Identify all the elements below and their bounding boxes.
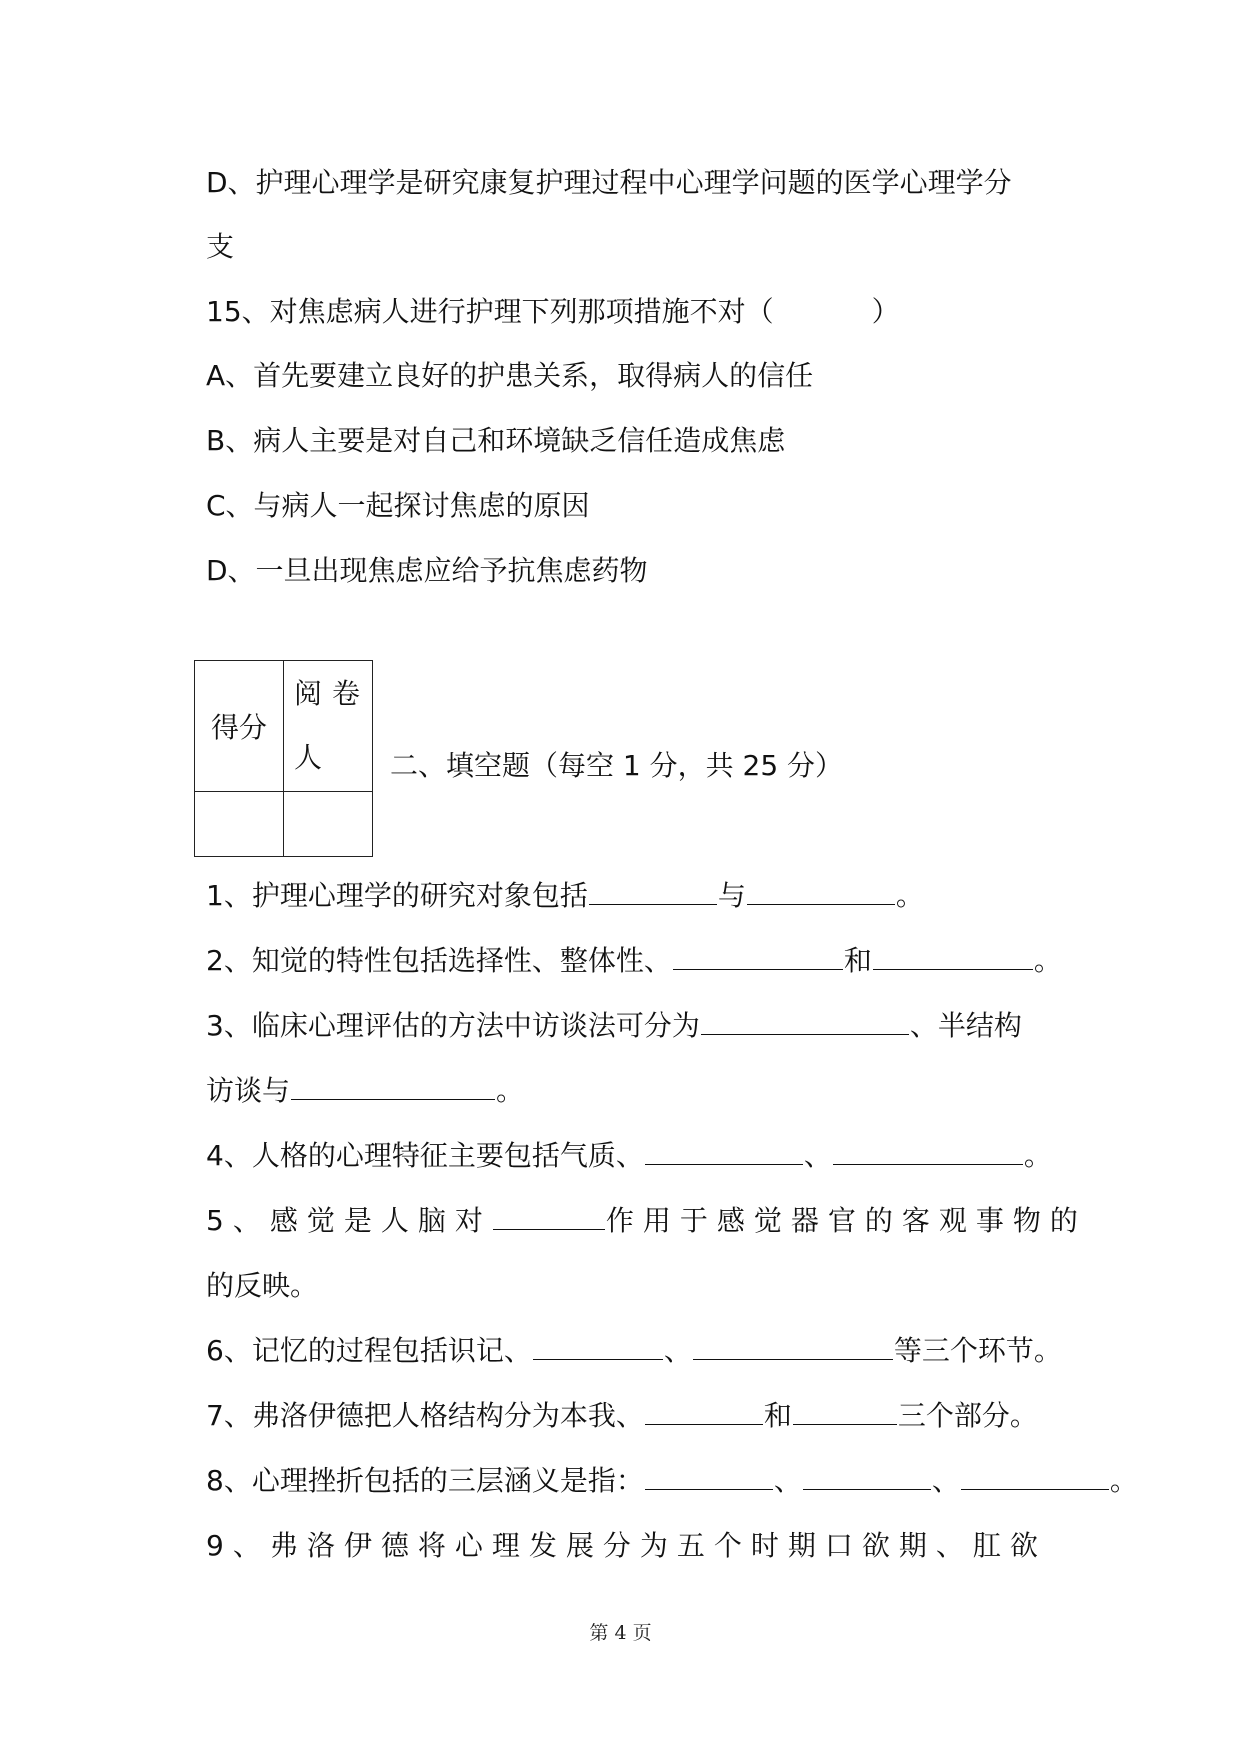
fill-q2-text-c: 。 — [1033, 944, 1062, 977]
fill-q4-text-a: 4、人格的心理特征主要包括气质、 — [206, 1139, 644, 1172]
fill-q1-text-b: 与 — [717, 879, 746, 912]
fill-q5-text-b: 作用于感觉器官的客观事物的 — [605, 1204, 1087, 1237]
fill-q8-blank-3 — [961, 1463, 1109, 1490]
fill-q8-text-b: 、 — [773, 1464, 802, 1497]
fill-q6-text-b: 、 — [663, 1334, 692, 1367]
fill-q1-text-a: 1、护理心理学的研究对象包括 — [206, 879, 588, 912]
section-2-title: 二、填空题（每空 1 分，共 25 分） — [390, 749, 844, 782]
fill-q7-text-b: 和 — [763, 1399, 792, 1432]
fill-q5-line2: 的反映。 — [206, 1269, 319, 1302]
fill-q6-text-c: 等三个环节。 — [893, 1334, 1062, 1367]
fill-q3-line1 — [206, 1008, 1022, 1044]
fill-q8 — [206, 1463, 1138, 1499]
fill-q8-blank-1 — [645, 1463, 773, 1490]
fill-q3-line2 — [206, 1073, 524, 1109]
fill-q4-text-c: 。 — [1023, 1139, 1052, 1172]
fill-q3-blank-1 — [701, 1008, 909, 1035]
fill-q7-blank-2 — [793, 1398, 897, 1425]
score-label-cell — [195, 661, 284, 792]
q15-option-d: D、一旦出现焦虑应给予抗焦虑药物 — [206, 554, 648, 587]
fill-q4-blank-2 — [833, 1138, 1023, 1165]
fill-q8-text-c: 、 — [931, 1464, 960, 1497]
fill-q3-text-d: 。 — [496, 1074, 525, 1107]
fill-q6 — [206, 1333, 1062, 1369]
fill-q7-text-a: 7、弗洛伊德把人格结构分为本我、 — [206, 1399, 644, 1432]
fill-q6-blank-2 — [693, 1333, 893, 1360]
fill-q1-blank-1 — [589, 878, 717, 905]
reviewer-label-line2: 人 — [294, 741, 333, 774]
fill-q9: 9、弗洛伊德将心理发展分为五个时期口欲期、肛欲 — [206, 1529, 1047, 1562]
score-table — [194, 660, 373, 857]
fill-q3-blank-2 — [291, 1073, 495, 1100]
reviewer-entry-cell — [284, 792, 373, 857]
fill-q2 — [206, 943, 1062, 979]
fill-q2-blank-1 — [673, 943, 843, 970]
fill-q7 — [206, 1398, 1038, 1434]
q15-option-c: C、与病人一起探讨焦虑的原因 — [206, 489, 590, 522]
page-number: 第 4 页 — [589, 1622, 652, 1644]
q15-stem-text: 15、对焦虑病人进行护理下列那项措施不对（ — [206, 295, 774, 328]
fill-q4-blank-1 — [645, 1138, 803, 1165]
fill-q2-text-a: 2、知觉的特性包括选择性、整体性、 — [206, 944, 672, 977]
fill-q2-blank-2 — [873, 943, 1033, 970]
fill-q1 — [206, 878, 924, 914]
fill-q4 — [206, 1138, 1052, 1174]
fill-q2-text-b: 和 — [843, 944, 872, 977]
fill-q8-text-d: 。 — [1109, 1464, 1138, 1497]
fill-q7-blank-1 — [645, 1398, 763, 1425]
fill-q1-text-c: 。 — [895, 879, 924, 912]
q15-stem — [206, 294, 900, 330]
fill-q5-blank-1 — [493, 1203, 605, 1230]
fill-q6-text-a: 6、记忆的过程包括识记、 — [206, 1334, 532, 1367]
fill-q5-line1 — [206, 1203, 1087, 1239]
q15-option-b: B、病人主要是对自己和环境缺乏信任造成焦虑 — [206, 424, 786, 457]
score-entry-cell — [195, 792, 284, 857]
score-label: 得分 — [210, 711, 267, 744]
fill-q6-blank-1 — [533, 1333, 663, 1360]
fill-q3-text-b: 、半结构 — [909, 1009, 1022, 1042]
fill-q5-text-a: 5、感觉是人脑对 — [206, 1204, 492, 1237]
reviewer-label-cell — [284, 661, 373, 792]
fill-q4-text-b: 、 — [803, 1139, 832, 1172]
fill-q8-text-a: 8、心理挫折包括的三层涵义是指： — [206, 1464, 644, 1497]
q15-stem-close: ） — [871, 295, 900, 328]
q15-option-a: A、首先要建立良好的护患关系，取得病人的信任 — [206, 359, 814, 392]
fill-q3-text-c: 访谈与 — [206, 1074, 291, 1107]
fill-q8-blank-2 — [803, 1463, 931, 1490]
fill-q1-blank-2 — [747, 878, 895, 905]
q14-option-d-line2: 支 — [206, 230, 235, 263]
fill-q3-text-a: 3、临床心理评估的方法中访谈法可分为 — [206, 1009, 700, 1042]
q14-option-d-line1: D、护理心理学是研究康复护理过程中心理学问题的医学心理学分 — [206, 166, 1012, 199]
fill-q7-text-c: 三个部分。 — [897, 1399, 1038, 1432]
reviewer-label-line1: 阅卷 — [294, 677, 371, 710]
